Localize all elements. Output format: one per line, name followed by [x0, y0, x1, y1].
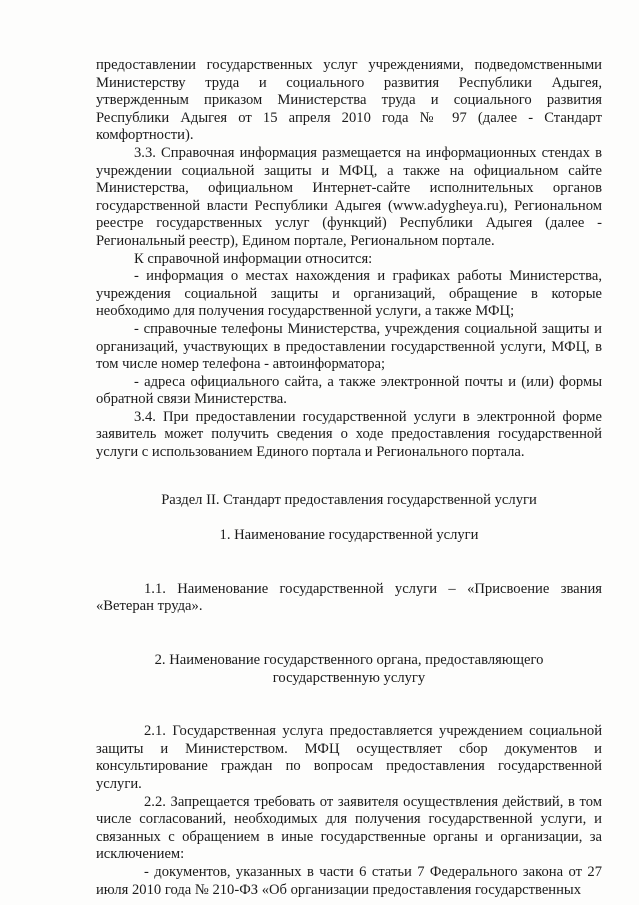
- section-title: Раздел II. Стандарт предоставления государственной услуги: [161, 491, 537, 508]
- paragraph-comfort-standard: предоставлении государственных услуг учреждениями, подведомственными Министерству труда и социального развития Республики Адыгея, утвержденным приказом Министерства труда и социального развития Республики Адыгея от 15 апреля 2010 года № 97 (далее - Стандарт комфортности).: [96, 57, 602, 144]
- list-item-addresses: - адреса официального сайта, а также электронной почты и (или) формы обратной связи Министерства.: [96, 373, 602, 408]
- paragraph-2-1: 2.1. Государственная услуга предоставляется учреждением социальной защиты и Министерством. МФЦ осуществляет сбор документов и консультирование граждан по вопросам предоставления государственной услуги.: [96, 723, 602, 792]
- paragraph-3-4: 3.4. При предоставлении государственной услуги в электронной форме заявитель может получить сведения о ходе предоставления государственной услуги с использованием Единого портала и Регионального портала.: [96, 408, 602, 461]
- paragraph-2-2: 2.2. Запрещается требовать от заявителя осуществления действий, в том числе согласований, необходимых для получения государственной услуги, и связанных с обращением в иные государственные органы и организации, за исключением:: [96, 793, 602, 863]
- heading-authority-line2: государственную услугу: [272, 669, 426, 686]
- paragraph-reference-info: К справочной информации относится:: [134, 250, 373, 267]
- list-item-phones: - справочные телефоны Министерства, учреждения социальной защиты и организаций, участвующих в предоставлении государственной услуги, МФЦ, в том числе номер телефона - автоинформатора;: [96, 320, 602, 373]
- heading-authority-line1: 2. Наименование государственного органа, предоставляющего: [154, 652, 544, 669]
- list-item-documents: - документов, указанных в части 6 статьи 7 Федерального закона от 27 июля 2010 года № 210-ФЗ «Об организации предоставления государственных: [96, 863, 602, 898]
- heading-service-name: 1. Наименование государственной услуги: [219, 527, 479, 544]
- list-item-locations: - информация о местах нахождения и графиках работы Министерства, учреждения социальной защиты и организаций, обращение в которые необходимо для получения государственной услуги, а также МФЦ;: [96, 268, 602, 320]
- paragraph-1-1: 1.1. Наименование государственной услуги – «Присвоение звания «Ветеран труда».: [96, 580, 602, 615]
- paragraph-3-3: 3.3. Справочная информация размещается на информационных стендах в учреждении социальной защиты и МФЦ, а также на официальном сайте Министерства, официальном Интернет-сайте исполнительных органов государственной власти Республики Адыгея (www.adygheya.ru), Региональном реестре государственных услуг (функций) Республики Адыгея (далее - Региональный реестр), Едином портале, Региональном портале.: [96, 144, 602, 249]
